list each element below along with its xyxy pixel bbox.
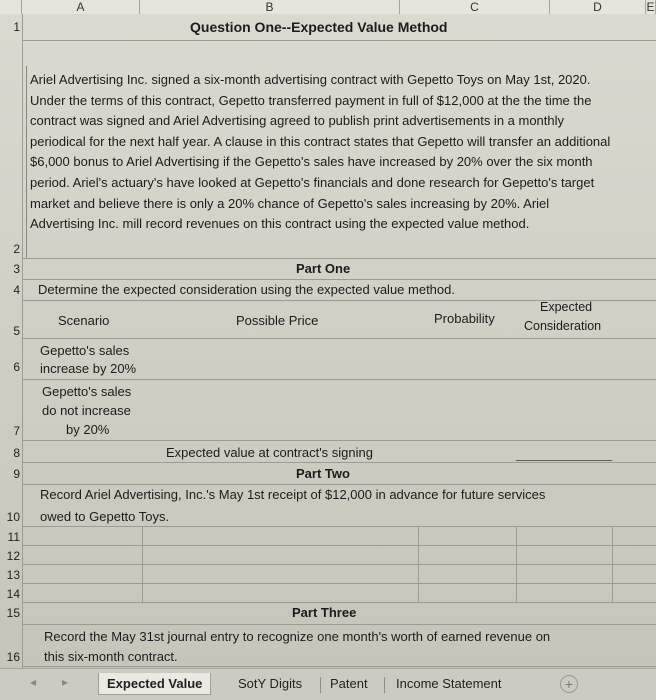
- problem-description[interactable]: Ariel Advertising Inc. signed a six-month advertising contract with Gepetto Toys on May 1st, 2020. Under the terms of this contract, Gepetto transferred payment in full of $12,000 at the the time the contract was signed and Ariel Advertising agreed to publish print advertisements in a monthly periodical for the next half year. A clause in this contract states that Gepetto will transfer an additional $6,000 bonus to Ariel Advertising if the Gepetto's sales have increased by 20% over the six month period. Ariel's actuary's have looked at Gepetto's financials and done research for Gepetto's target market and believe there is only a 20% chance of Gepetto's sales increasing by 20%. Ariel Advertising Inc. mill record revenues on this contract using the expected value method.: [30, 72, 611, 232]
- instruction-three-line1[interactable]: Record the May 31st journal entry to recognize one month's worth of earned revenue on: [44, 629, 551, 644]
- gridline: [22, 40, 656, 41]
- header-expected[interactable]: Expected: [540, 300, 593, 314]
- row-number[interactable]: 15: [6, 606, 20, 620]
- tab-income-statement[interactable]: Income Statement: [396, 676, 502, 691]
- corner-header[interactable]: [0, 0, 22, 14]
- expected-at-signing[interactable]: Expected value at contract's signing: [166, 445, 373, 460]
- column-header-e[interactable]: E: [646, 0, 655, 14]
- scroll-left-icon[interactable]: ◂: [30, 675, 37, 689]
- gridline: [22, 583, 656, 584]
- header-probability[interactable]: Probability: [434, 311, 495, 326]
- row-number[interactable]: 13: [6, 568, 20, 582]
- instruction-two-line1[interactable]: Record Ariel Advertising, Inc.'s May 1st receipt of $12,000 in advance for future services: [40, 487, 546, 502]
- tab-soty-digits[interactable]: SotY Digits: [238, 676, 303, 691]
- row-number[interactable]: 7: [13, 424, 20, 438]
- header-possible-price[interactable]: Possible Price: [236, 313, 319, 328]
- row-number[interactable]: 10: [6, 510, 20, 524]
- header-consideration[interactable]: Consideration: [524, 319, 602, 333]
- part-three-heading[interactable]: Part Three: [292, 605, 357, 620]
- row-number[interactable]: 16: [6, 650, 20, 664]
- row-number[interactable]: 3: [13, 262, 20, 276]
- header-scenario[interactable]: Scenario: [58, 313, 110, 328]
- row-number[interactable]: 12: [6, 549, 20, 563]
- total-underline: [516, 460, 612, 461]
- gridline: [22, 666, 656, 667]
- column-header-d[interactable]: D: [550, 0, 646, 14]
- row-number[interactable]: 14: [6, 587, 20, 601]
- scenario-increase-line2[interactable]: increase by 20%: [40, 361, 137, 376]
- row-number[interactable]: 2: [13, 242, 20, 256]
- gridline: [516, 526, 517, 602]
- instruction-one[interactable]: Determine the expected consideration using the expected value method.: [38, 282, 455, 297]
- scenario-increase-line1[interactable]: Gepetto's sales: [40, 343, 130, 358]
- gridline: [22, 338, 656, 339]
- tab-expected-value[interactable]: Expected Value: [98, 673, 211, 695]
- row-number[interactable]: 8: [13, 446, 20, 460]
- gridline: [142, 526, 143, 602]
- gridline: [22, 545, 656, 546]
- row-number[interactable]: 11: [7, 530, 20, 544]
- tab-separator: [320, 677, 321, 693]
- scenario-no-increase-line1[interactable]: Gepetto's sales: [42, 384, 132, 399]
- tab-patent[interactable]: Patent: [330, 676, 368, 691]
- scroll-right-icon[interactable]: ▸: [62, 675, 69, 689]
- gridline: [418, 526, 419, 602]
- tab-separator: [384, 677, 385, 693]
- row-header-border: [22, 14, 23, 668]
- scenario-no-increase-line2[interactable]: do not increase: [42, 403, 131, 418]
- row-number[interactable]: 6: [13, 360, 20, 374]
- row-number[interactable]: 4: [13, 283, 20, 297]
- column-header-b[interactable]: B: [140, 0, 400, 14]
- row-number[interactable]: 5: [13, 324, 20, 338]
- page-title[interactable]: Question One--Expected Value Method: [190, 19, 448, 35]
- row-number[interactable]: 1: [13, 20, 20, 34]
- instruction-three-line2[interactable]: this six-month contract.: [44, 649, 178, 664]
- sheet-tab-bar: [0, 668, 656, 700]
- gridline: [22, 564, 656, 565]
- gridline: [26, 66, 27, 258]
- column-header-c[interactable]: C: [400, 0, 550, 14]
- gridline: [22, 379, 656, 380]
- column-header-a[interactable]: A: [22, 0, 140, 14]
- gridline: [22, 624, 656, 625]
- part-two-heading[interactable]: Part Two: [296, 466, 350, 481]
- scenario-no-increase-line3[interactable]: by 20%: [66, 422, 110, 437]
- gridline: [612, 526, 613, 602]
- gridline: [22, 526, 656, 527]
- gridline: [22, 440, 656, 441]
- part-one-heading[interactable]: Part One: [296, 261, 351, 276]
- row-number[interactable]: 9: [13, 467, 20, 481]
- instruction-two-line2[interactable]: owed to Gepetto Toys.: [40, 509, 170, 524]
- add-sheet-button[interactable]: +: [560, 675, 578, 693]
